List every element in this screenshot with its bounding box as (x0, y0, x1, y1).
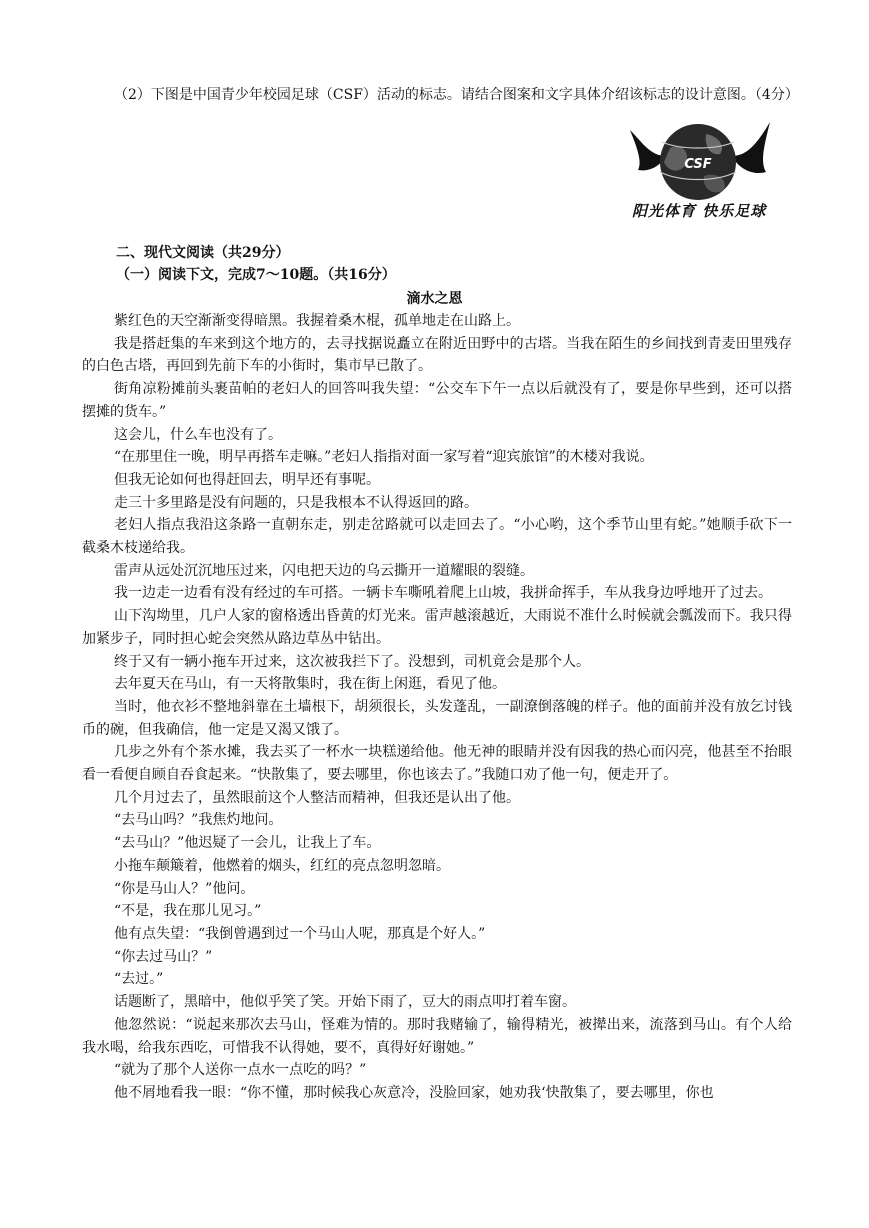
story-paragraph: 他忽然说：“说起来那次去马山，怪难为情的。那时我赌输了，输得精光，被撵出来，流落到马山。有个人给我水喝，给我东西吃，可惜我不认得她，要不，真得好好谢她。” (82, 1016, 792, 1056)
story-paragraph: “去过。” (114, 971, 164, 988)
story-paragraph: “你去过马山？” (114, 948, 213, 965)
story-paragraph: 终于又有一辆小拖车开过来，这次被我拦下了。没想到，司机竟会是那个人。 (114, 653, 590, 670)
story-paragraph: 几步之外有个茶水摊，我去买了一杯水一块糕递给他。他无神的眼睛并没有因我的热心而闪亮，他甚至不抬眼看一看便自顾自吞食起来。“快散集了，要去哪里，你也该去了。”我随口劝了他一句，便走开了。 (82, 744, 792, 784)
story-paragraph: 走三十多里路是没有问题的，只是我根本不认得返回的路。 (114, 494, 478, 511)
logo-slogan: 阳光体育 快乐足球 (632, 202, 767, 220)
story-paragraph: “不是，我在那儿见习。” (114, 903, 262, 920)
story-paragraph: 去年夏天在马山，有一天将散集时，我在街上闲逛，看见了他。 (114, 676, 506, 693)
story-paragraph: 老妇人指点我沿这条路一直朝东走，别走岔路就可以走回去了。“小心哟，这个季节山里有蛇。”她顺手砍下一截桑木枝递给我。 (82, 517, 792, 557)
story-paragraph: 话题断了，黑暗中，他似乎笑了笑。开始下雨了，豆大的雨点叩打着车窗。 (114, 994, 576, 1011)
story-paragraph: “你是马山人？”他问。 (114, 880, 255, 897)
story-paragraph: “在那里住一晚，明早再搭车走嘛。”老妇人指指对面一家写着“迎宾旅馆”的木楼对我说。 (114, 449, 654, 466)
story-body (82, 310, 792, 1105)
story-paragraph: 这会儿，什么车也没有了。 (114, 426, 282, 443)
story-paragraph: “就为了那个人送你一点水一点吃的吗？” (114, 1062, 367, 1079)
story-paragraph: 但我无论如何也得赶回去，明早还有事呢。 (114, 471, 380, 488)
right-wing-shape (732, 122, 770, 173)
story-paragraph: 雷声从远处沉沉地压过来，闪电把天边的乌云撕开一道耀眼的裂缝。 (114, 562, 534, 579)
story-paragraph: 山下沟坳里，几户人家的窗格透出昏黄的灯光来。雷声越滚越近，大雨说不准什么时候就会瓢泼而下。我只得加紧步子，同时担心蛇会突然从路边草丛中钻出。 (82, 608, 792, 647)
story-paragraph: 小拖车颠簸着，他燃着的烟头，红红的亮点忽明忽暗。 (114, 857, 450, 874)
story-paragraph: 当时，他衣衫不整地斜靠在土墙根下，胡须很长，头发蓬乱，一副潦倒落魄的样子。他的面前并没有放乞讨钱币的碗，但我确信，他一定是又渴又饿了。 (82, 698, 792, 738)
story-paragraph: 他不屑地看我一眼：“你不懂，那时候我心灰意冷，没脸回家，她劝我‘快散集了，要去哪里，你也 (114, 1084, 714, 1101)
section-heading: 二、现代文阅读（共29分） (116, 245, 290, 261)
story-paragraph: 他有点失望：“我倒曾遇到过一个马山人呢，那真是个好人。” (114, 925, 486, 942)
story-title: 滴水之恩 (406, 291, 463, 307)
story-paragraph: 我一边走一边看有没有经过的车可搭。一辆卡车嘶吼着爬上山坡，我拼命挥手，车从我身边呼地开了过去。 (114, 585, 772, 602)
section-subheading: （一）阅读下文，完成7～10题。（共16分） (116, 267, 396, 283)
question-2-prompt: （2）下图是中国青少年校园足球（CSF）活动的标志。请结合图案和文字具体介绍该标志的设计意图。（4分） (114, 87, 799, 103)
story-paragraph: “去马山吗？”我焦灼地问。 (114, 812, 283, 829)
story-paragraph: 街角凉粉摊前头裹苗帕的老妇人的回答叫我失望：“公交车下午一点以后就没有了，要是你早些到，还可以搭摆摊的货车。” (82, 381, 792, 420)
story-paragraph: 几个月过去了，虽然眼前这个人整洁而精神，但我还是认出了他。 (114, 789, 520, 806)
story-paragraph: 紫红色的天空渐渐变得暗黑。我握着桑木棍，孤单地走在山路上。 (114, 313, 520, 329)
story-paragraph: “去马山？”他迟疑了一会儿，让我上了车。 (114, 835, 381, 852)
story-paragraph: 我是搭赶集的车来到这个地方的，去寻找据说矗立在附近田野中的古塔。当我在陌生的乡间找到青麦田里残存的白色古塔，再回到先前下车的小街时，集市早已散了。 (82, 335, 792, 375)
csf-emblem-label: CSF (684, 157, 712, 172)
